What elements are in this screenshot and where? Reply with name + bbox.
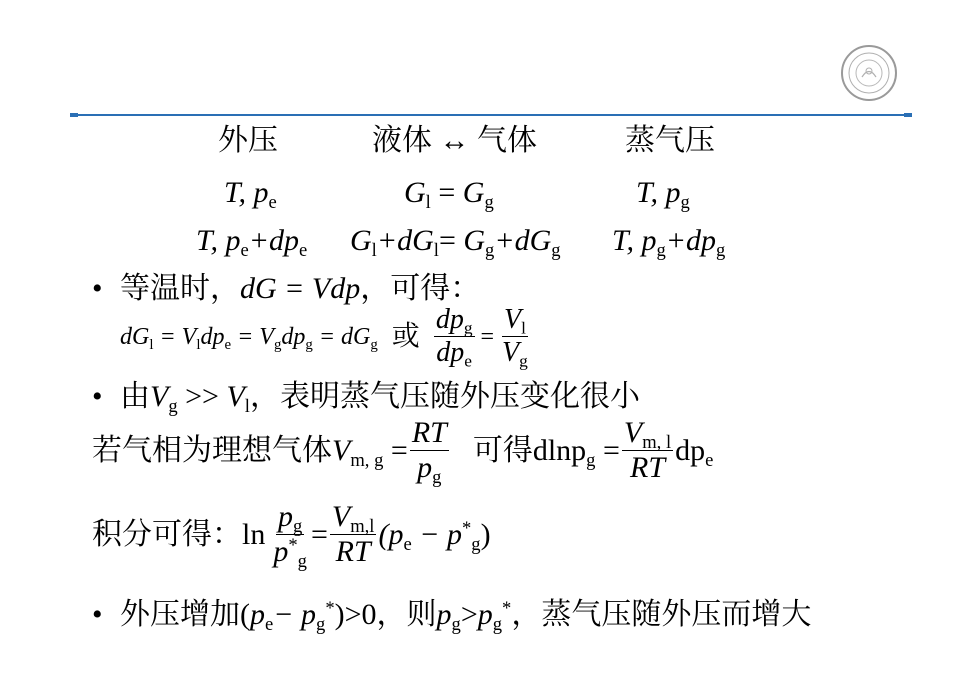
- bullet-2: • 由$V_g >> V_l$，表明蒸气压随外压变化很小: [92, 380, 640, 417]
- state-row-1-right: T, $p_g$: [636, 176, 690, 213]
- ideal-gas-line: 若气相为理想气体 $V_{m, g}$ = $\frac{RT}{p_g}$ 可得 dlnp$_g$ = $\frac{V_{m, l}}{RT}$ $dp_e$: [92, 416, 714, 488]
- header-vapor-pressure: 蒸气压: [625, 124, 715, 157]
- bullet-marker: •: [92, 380, 103, 413]
- fraction-dpg-dpe: $\frac{dp_g}{dp_e}$: [435, 304, 473, 371]
- fraction-vml-rt-2: $\frac{V_{m,l}}{RT}$: [331, 500, 375, 568]
- bullet-3: • 外压增加$(p_e- p_g^*)>0$，则$p_g>p_g^*$，蒸气压随外压而增大: [92, 597, 812, 635]
- state-row-2-middle: $G_l+dG_l= G_g+dG_g$: [350, 224, 561, 261]
- integral-line: 积分可得： ln $\frac{p_g}{p^*_g}$ = $\frac{V_{m,l}}{RT}$ $(p_e - p^*_g)$: [92, 500, 491, 572]
- equation-1: $dG_l = V_ldp_e = V_gdp_g = dG_g$ 或 $\frac{dp_g}{dp_e}$ = $\frac{V_l}{V_g}$: [120, 304, 528, 371]
- fraction-pg-pgstar: $\frac{p_g}{p^*_g}$: [273, 500, 307, 572]
- fraction-vml-rt: $\frac{V_{m, l}}{RT}$: [623, 416, 672, 484]
- fraction-rt-pg: $\frac{RT}{p_g}$: [411, 416, 447, 488]
- header-rule: [72, 114, 910, 116]
- university-seal-icon: [840, 44, 898, 102]
- bullet-marker: •: [92, 598, 103, 631]
- state-row-2-right: T, $p_g+dp_g$: [612, 224, 726, 261]
- state-row-1-middle: $G_l = G_g$: [404, 176, 494, 213]
- fraction-vl-vg: $\frac{V_l}{V_g}$: [502, 304, 528, 371]
- header-external-pressure: 外压: [218, 124, 278, 157]
- bullet-1: • 等温时，dG = Vdp，可得：: [92, 272, 481, 305]
- state-row-1-left: T, $p_e$: [224, 176, 277, 213]
- header-phase-transition: 液体 ↔ 气体: [372, 124, 537, 157]
- bullet-marker: •: [92, 272, 103, 305]
- state-row-2-left: T, $p_e+dp_e$: [196, 224, 308, 261]
